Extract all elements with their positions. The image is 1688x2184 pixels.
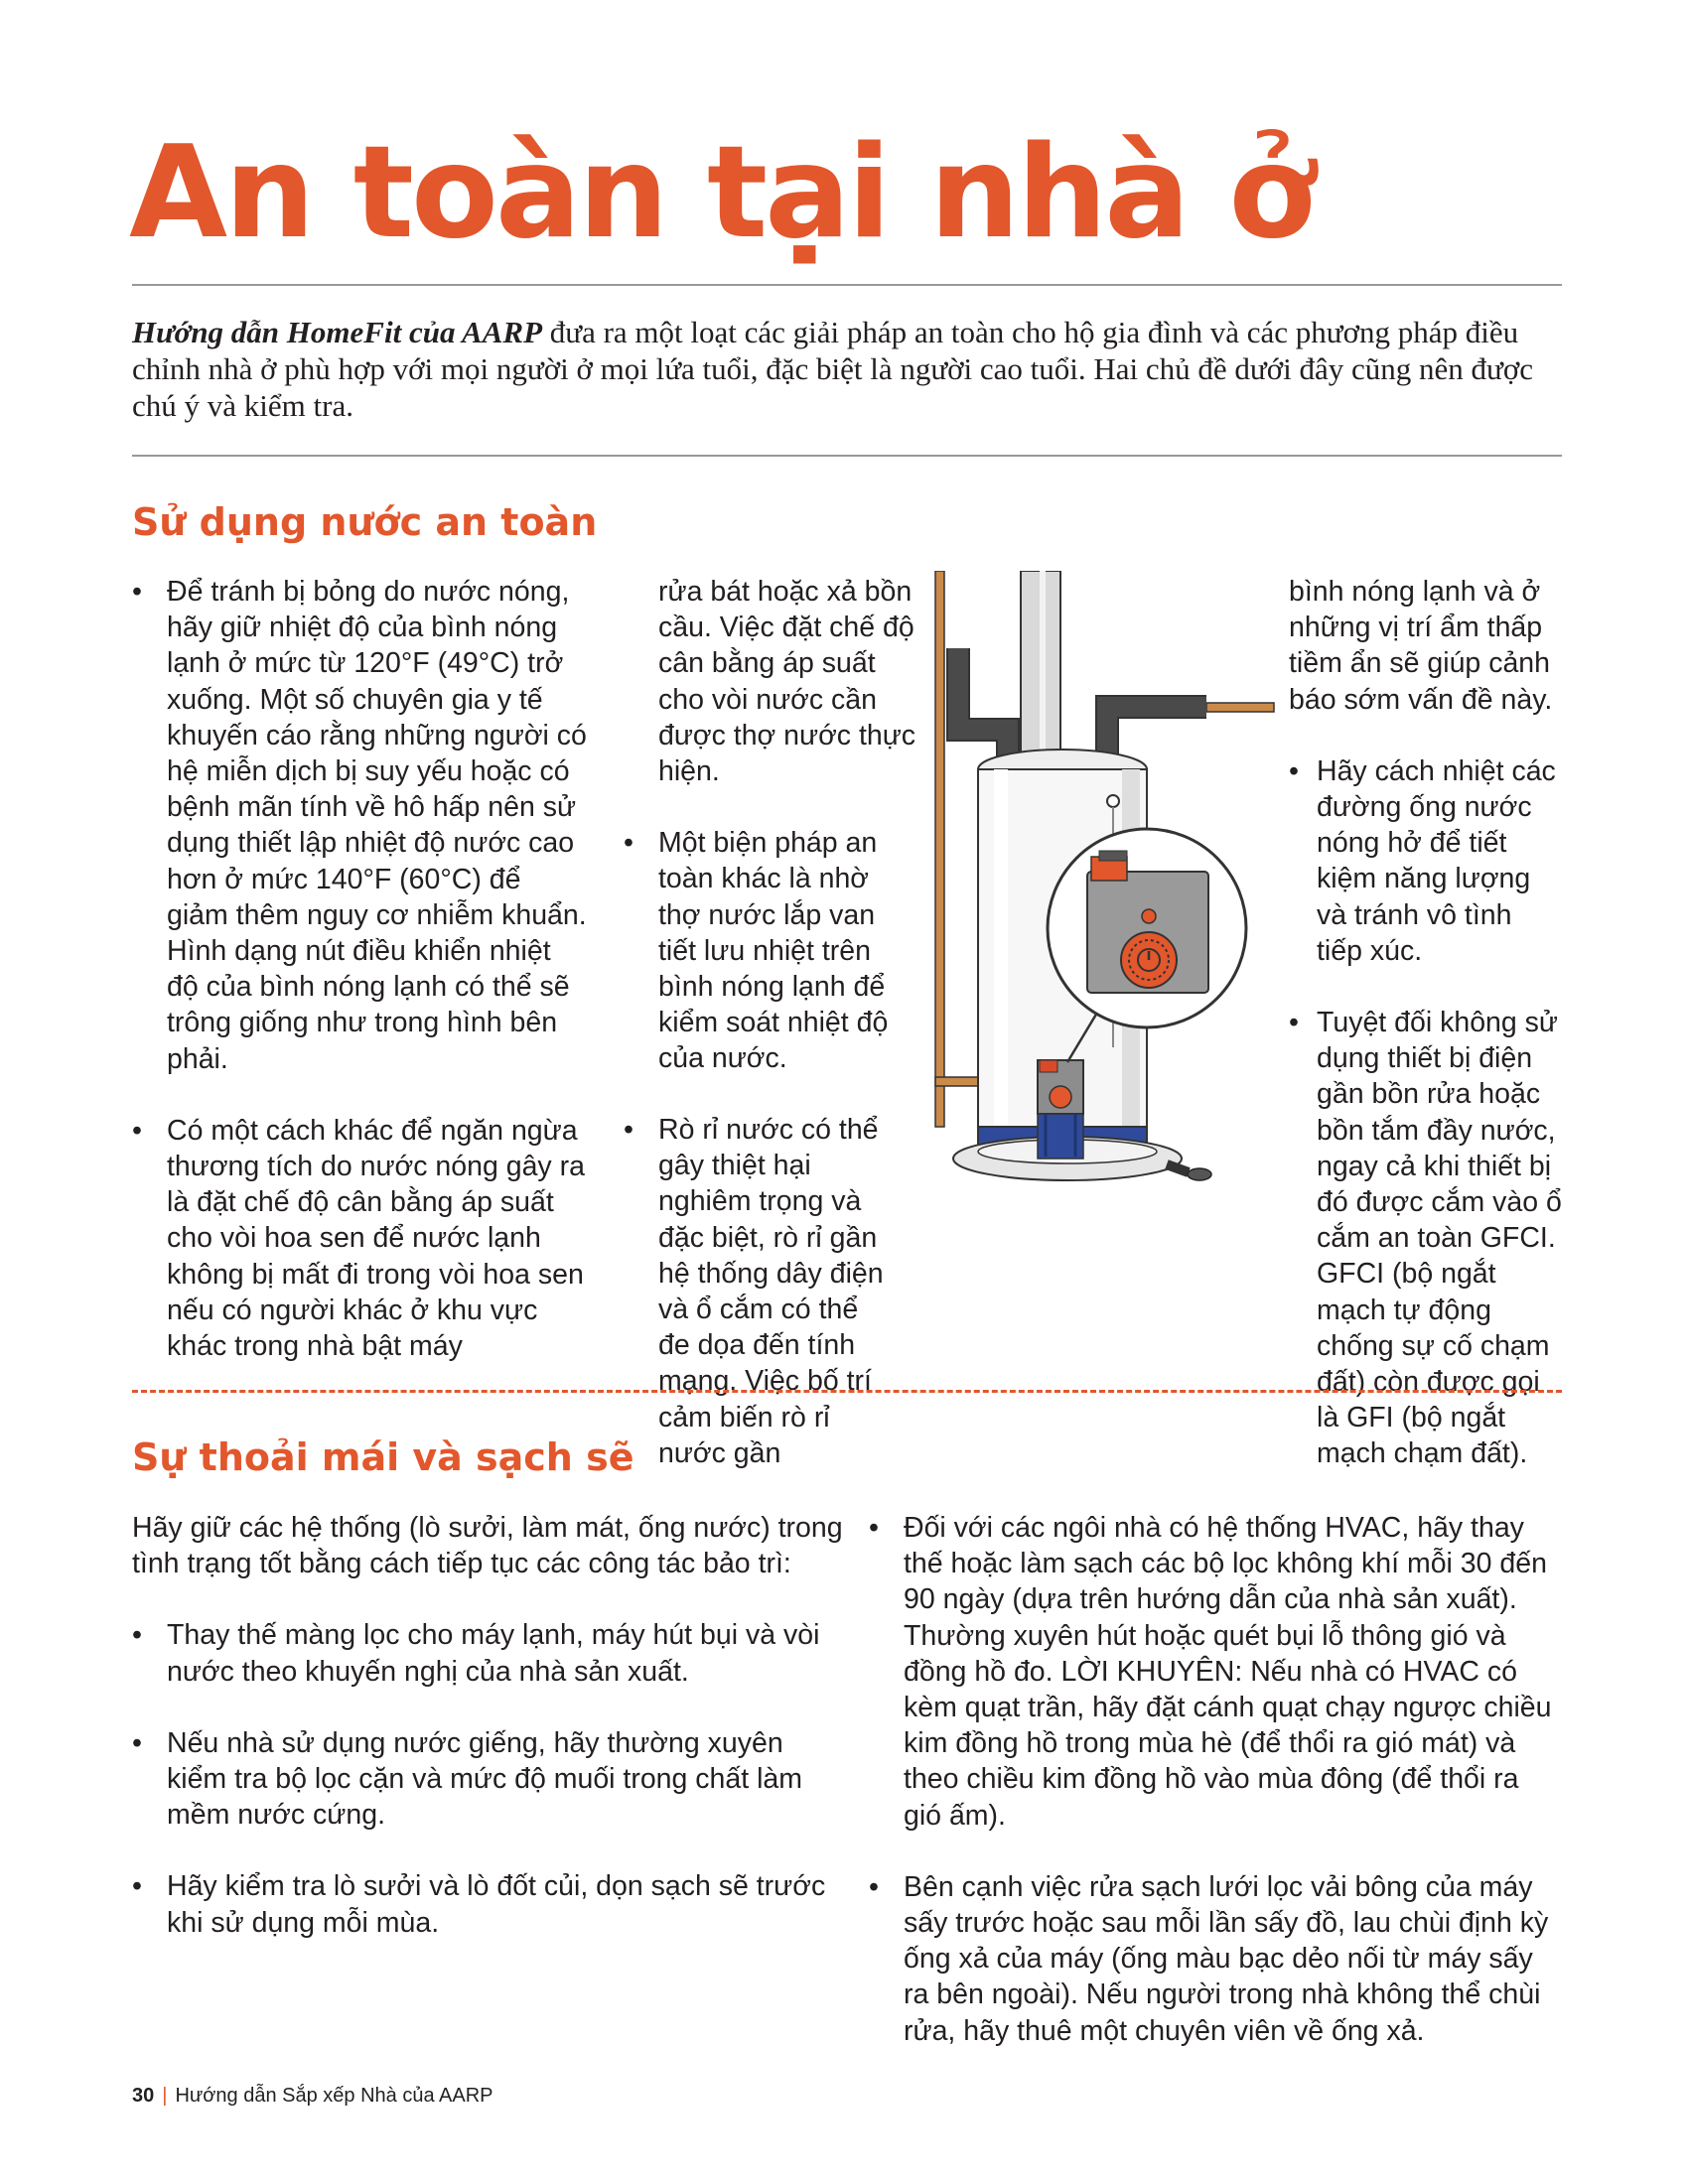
water-heater-illustration: [918, 571, 1286, 1206]
list-item: • Tuyệt đối không sử dụng thiết bị điện gần bồn rửa hoặc bồn tắm đầy nước, ngay cả khi thiết bị đó được cắm vào ổ cắm an toàn GFCI. GFCI (bộ ngắt mạch tự động chống sự cố chạm đất) còn được gọi là GFI (bộ ngắt mạch chạm đất).: [1289, 1007, 1562, 1470]
list-item: • Đối với các ngôi nhà có hệ thống HVAC, hãy thay thế hoặc làm sạch các bộ lọc không khí mỗi 30 đến 90 ngày (dựa trên hướng dẫn của nhà sản xuất). Thường xuyên hút hoặc quét bụi lỗ thông gió và đồng hồ đo. LỜI KHUYÊN: Nếu nhà có HVAC có kèm quạt trần, hãy đặt cánh quạt chạy ngược chiều kim đồng hồ trong mùa hè (để thổi ra gió mát) và theo chiều kim đồng hồ vào mùa đông (để thổi ra gió ấm).: [869, 1512, 1552, 1832]
bullet: •: [132, 1726, 142, 1759]
intro-guide-name: Hướng dẫn HomeFit của AARP: [132, 315, 543, 349]
section-comfort-title: Sự thoải mái và sạch sẽ: [132, 1435, 634, 1479]
bullet: •: [624, 1114, 633, 1146]
bullet: •: [132, 1619, 142, 1652]
section-water-safety-title: Sử dụng nước an toàn: [132, 500, 598, 544]
list-item: • Một biện pháp an toàn khác là nhờ thợ nước lắp van tiết lưu nhiệt trên bình nóng lạnh để kiểm soát nhiệt độ của nước.: [624, 827, 889, 1075]
continued-text: rửa bát hoặc xả bồn cầu. Việc đặt chế độ cân bằng áp suất cho vòi nước cần được thợ nước thực hiện.: [658, 576, 916, 788]
list-item: • Thay thế màng lọc cho máy lạnh, máy hút bụi và vòi nước theo khuyến nghị của nhà sản xuất.: [132, 1619, 820, 1688]
top-divider: [132, 284, 1562, 286]
bullet: •: [132, 576, 142, 608]
bullet: •: [132, 1114, 142, 1147]
list-item: • Nếu nhà sử dụng nước giếng, hãy thường xuyên kiểm tra bộ lọc cặn và mức độ muối trong chất làm mềm nước cứng.: [132, 1726, 803, 1832]
intro-text: đưa ra một loạt các giải pháp an toàn cho hộ gia đình và các phương pháp điều chỉnh nhà ở phù hợp với mọi người ở mọi lứa tuổi, đặc biệt là người cao tuổi. Hai chủ đề dưới đây cũng nên được chú ý và kiểm tra.: [132, 315, 1533, 423]
list-item: • Có một cách khác để ngăn ngừa thương tích do nước nóng gây ra là đặt chế độ cân bằng áp suất cho vòi hoa sen để nước lạnh không bị mất đi trong vòi hoa sen nếu có người khác ở khu vực khác trong nhà bật máy: [132, 1114, 585, 1363]
page-number: 30: [132, 2085, 155, 2107]
page-footer: [132, 2083, 492, 2109]
intro-paragraph: [132, 314, 1562, 424]
list-item: • Hãy cách nhiệt các đường ống nước nóng hở để tiết kiệm năng lượng và tránh vô tình tiếp xúc.: [1289, 754, 1556, 967]
comfort-column-left: [132, 1510, 847, 1941]
continued-text: bình nóng lạnh và ở những vị trí ẩm thấp tiềm ẩn sẽ giúp cảnh báo sớm vấn đề này.: [1289, 576, 1553, 716]
section-divider: [132, 1390, 1562, 1393]
intro-divider: [132, 455, 1562, 457]
bullet: •: [869, 1512, 879, 1544]
comfort-intro: Hãy giữ các hệ thống (lò sưởi, làm mát, ống nước) trong tình trạng tốt bằng cách tiếp tục các công tác bảo trì:: [132, 1512, 843, 1580]
list-item: • Hãy kiểm tra lò sưởi và lò đốt củi, dọn sạch sẽ trước khi sử dụng mỗi mùa.: [132, 1870, 826, 1939]
footer-publication-title: Hướng dẫn Sắp xếp Nhà của AARP: [175, 2085, 493, 2107]
water-safety-column-3: [1289, 574, 1562, 1472]
water-safety-column-2: [624, 574, 916, 1077]
page-title: An toàn tại nhà ở: [129, 119, 1314, 267]
footer-separator: |: [162, 2085, 168, 2107]
list-item: • Bên cạnh việc rửa sạch lưới lọc vải bông của máy sấy trước hoặc sau mỗi lần sấy đồ, lau chùi định kỳ ống xả của máy (ống màu bạc dẻo nối từ máy sấy ra bên ngoài). Nếu người trong nhà không thể chùi rửa, hãy thuê một chuyên viên về ống xả.: [869, 1870, 1549, 2047]
bullet: •: [1289, 1007, 1299, 1039]
list-item: • Rò rỉ nước có thể gây thiệt hại nghiêm trọng và đặc biệt, rò rỉ gần hệ thống dây điện và ổ cắm có thể đe dọa đến tính mạng. Việc bố trí cảm biến rò rỉ nước gần: [624, 1114, 884, 1469]
list-item: • Để tránh bị bỏng do nước nóng, hãy giữ nhiệt độ của bình nóng lạnh ở mức từ 120°F (49°C) trở xuống. Một số chuyên gia y tế khuyến cáo rằng những người có hệ miễn dịch bị suy yếu hoặc có bệnh mãn tính về hô hấp nên sử dụng thiết lập nhiệt độ nước cao hơn ở mức 140°F (60°C) để giảm thêm nguy cơ nhiễm khuẩn. Hình dạng nút điều khiển nhiệt độ của bình nóng lạnh có thể sẽ trông giống như trong hình bên phải.: [132, 576, 587, 1075]
water-safety-column-1: [132, 574, 589, 1364]
comfort-column-right: [869, 1510, 1564, 2049]
bullet: •: [1289, 754, 1299, 787]
bullet: •: [132, 1870, 142, 1903]
bullet: •: [869, 1870, 879, 1903]
bullet: •: [624, 827, 633, 860]
